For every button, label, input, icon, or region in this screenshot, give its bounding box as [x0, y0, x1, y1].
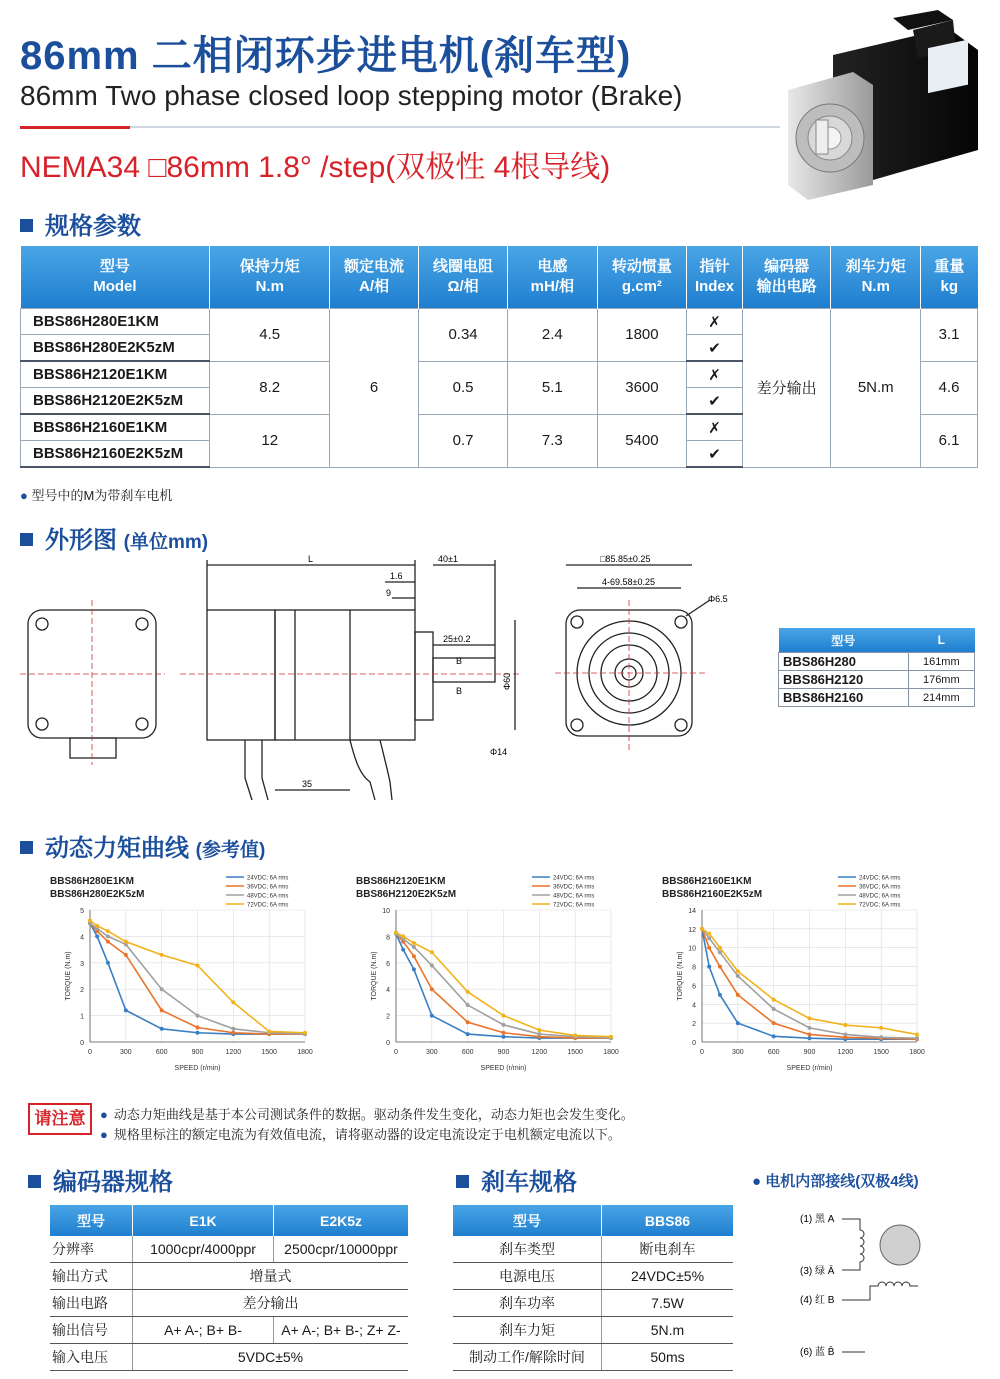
- x-tick-label: 300: [731, 1049, 744, 1056]
- x-tick-label: 300: [425, 1049, 438, 1056]
- weight-cell: 6.1: [921, 414, 978, 467]
- dim-9: 9: [386, 588, 392, 598]
- data-point: [88, 919, 92, 923]
- legend-label: 36VDC; 6A rms: [247, 884, 289, 891]
- data-point: [95, 934, 99, 938]
- y-tick-label: 10: [382, 908, 390, 915]
- data-point: [231, 1000, 235, 1004]
- data-point: [160, 1027, 164, 1031]
- encoder-section-title: 编码器规格: [28, 1162, 173, 1197]
- caution-label: 请注意: [28, 1103, 92, 1135]
- x-tick-label: 900: [803, 1049, 816, 1056]
- section-bullet: [28, 1175, 41, 1188]
- chart-title: BBS86H280E1KM: [50, 876, 134, 887]
- data-point: [160, 1008, 164, 1012]
- wiring-title: ● 电机内部接线(双极4线): [752, 1173, 919, 1190]
- y-axis-label: TORQUE (N.m): [677, 951, 684, 1001]
- dim-B: B: [456, 686, 463, 696]
- model-cell: BBS86H2120E2K5zM: [21, 388, 210, 415]
- index-cell: ✗: [687, 414, 742, 441]
- x-tick-label: 600: [767, 1049, 780, 1056]
- inertia-cell: 3600: [597, 361, 687, 414]
- data-point: [106, 934, 110, 938]
- x-tick-label: 0: [700, 1049, 704, 1056]
- y-tick-label: 6: [386, 960, 390, 968]
- data-point: [700, 927, 704, 931]
- data-point: [267, 1029, 271, 1033]
- data-point: [412, 945, 416, 949]
- current-cell: 6: [330, 309, 419, 468]
- data-point: [160, 987, 164, 991]
- data-point: [808, 1032, 812, 1036]
- y-tick-label: 6: [692, 983, 696, 991]
- table-row: [21, 309, 978, 335]
- dim-40: 40±1: [438, 554, 458, 564]
- index-cell: ✔: [687, 388, 742, 415]
- table-row: 刹车力矩 5N.m: [453, 1317, 733, 1344]
- data-point: [772, 1021, 776, 1025]
- spec-header-inertia: 转动惯量 g.cm²: [597, 246, 687, 309]
- curve-section-title: 动态力矩曲线 (参考值): [20, 828, 265, 863]
- title-divider-accent: [20, 126, 130, 129]
- y-axis-label: TORQUE (N.m): [65, 951, 72, 1001]
- data-point: [736, 1021, 740, 1025]
- title-divider: [20, 126, 780, 128]
- x-axis-label: SPEED (r/min): [786, 1065, 833, 1072]
- wire-label-b: (4) 红 B: [800, 1295, 835, 1306]
- outline-drawing: [20, 550, 760, 815]
- data-point: [401, 948, 405, 952]
- torque-cell: 4.5: [210, 309, 330, 362]
- index-cell: ✗: [687, 361, 742, 388]
- y-tick-label: 2: [80, 987, 84, 995]
- spec-header-model: 型号 Model: [21, 246, 210, 309]
- x-tick-label: 1800: [297, 1049, 313, 1056]
- encoder-output-cell: 差分输出: [742, 309, 831, 468]
- legend-label: 36VDC; 6A rms: [553, 884, 595, 891]
- brake-table: 型号 BBS86 刹车类型 断电刹车 电源电压 24VDC±5% 刹车功率 7.5W 刹车力矩 5N.m 制动工作/解除时间 50ms: [453, 1205, 733, 1371]
- data-point: [124, 1008, 128, 1012]
- section-bullet: [20, 533, 33, 546]
- table-row: BBS86H2160 214mm: [779, 689, 975, 707]
- y-tick-label: 12: [688, 926, 696, 934]
- legend-label: 48VDC; 6A rms: [247, 893, 289, 900]
- legend-label: 48VDC; 6A rms: [859, 893, 901, 900]
- x-tick-label: 1200: [531, 1049, 548, 1056]
- legend-label: 24VDC; 6A rms: [247, 875, 289, 882]
- model-note: ● 型号中的M为带刹车电机: [20, 488, 173, 503]
- chart-title: BBS86H2120E1KM: [356, 876, 446, 887]
- data-point: [808, 1026, 812, 1030]
- weight-cell: 4.6: [921, 361, 978, 414]
- inductance-cell: 2.4: [508, 309, 597, 362]
- data-point: [718, 993, 722, 997]
- y-tick-label: 8: [692, 964, 696, 972]
- y-tick-label: 5: [80, 908, 84, 915]
- y-tick-label: 2: [692, 1021, 696, 1029]
- inertia-cell: 1800: [597, 309, 687, 362]
- dim-25: 25±0.2: [443, 634, 471, 644]
- dim-square: □85.85±0.25: [600, 554, 651, 564]
- data-point: [502, 1035, 506, 1039]
- data-point: [707, 946, 711, 950]
- x-axis-label: SPEED (r/min): [480, 1065, 527, 1072]
- table-row: 输出电路 差分输出: [50, 1290, 408, 1317]
- wire-label-b-bar: (6) 蓝 B̄: [800, 1347, 835, 1358]
- y-tick-label: 0: [386, 1040, 390, 1047]
- torque-chart-3: [662, 870, 937, 1080]
- brake-section-title: 刹车规格: [456, 1162, 577, 1197]
- y-tick-label: 1: [80, 1013, 84, 1021]
- x-tick-label: 0: [88, 1049, 92, 1056]
- x-tick-label: 1200: [225, 1049, 242, 1056]
- wiring-bullet: ●: [752, 1173, 762, 1190]
- x-tick-label: 600: [461, 1049, 474, 1056]
- data-point: [124, 940, 128, 944]
- dim-shaft: Φ14: [490, 747, 508, 757]
- chart-title: BBS86H2160E1KM: [662, 876, 752, 887]
- outline-section-title: 外形图 (单位mm): [20, 520, 208, 555]
- y-tick-label: 8: [386, 934, 390, 942]
- motor-product-image: [778, 10, 983, 200]
- data-point: [430, 1014, 434, 1018]
- table-row: 刹车功率 7.5W: [453, 1290, 733, 1317]
- data-point: [502, 1023, 506, 1027]
- section-bullet: [20, 841, 33, 854]
- data-point: [430, 950, 434, 954]
- spec-header-inductance: 电感 mH/相: [508, 246, 597, 309]
- spec-header-encoder: 编码器 输出电路: [742, 246, 831, 309]
- resistance-cell: 0.34: [418, 309, 507, 362]
- data-point: [106, 940, 110, 944]
- data-point: [231, 1031, 235, 1035]
- index-cell: ✔: [687, 441, 742, 468]
- data-point: [736, 974, 740, 978]
- data-point: [466, 1020, 470, 1024]
- legend-label: 36VDC; 6A rms: [859, 884, 901, 891]
- data-point: [537, 1028, 541, 1032]
- x-tick-label: 900: [497, 1049, 510, 1056]
- data-point: [718, 946, 722, 950]
- x-tick-label: 1500: [567, 1049, 583, 1056]
- spec-header-resistance: 线圈电阻 Ω/相: [418, 246, 507, 309]
- data-point: [718, 965, 722, 969]
- model-cell: BBS86H280E2K5zM: [21, 335, 210, 362]
- model-cell: BBS86H2160E1KM: [21, 414, 210, 441]
- y-tick-label: 10: [688, 945, 696, 953]
- index-cell: ✗: [687, 309, 742, 335]
- data-point: [196, 1031, 200, 1035]
- data-point: [718, 950, 722, 954]
- data-point: [915, 1032, 919, 1036]
- data-point: [707, 936, 711, 940]
- resistance-cell: 0.7: [418, 414, 507, 467]
- data-point: [808, 1036, 812, 1040]
- length-header-model: 型号: [779, 628, 909, 653]
- data-point: [736, 969, 740, 973]
- side-view: [180, 560, 520, 800]
- inductance-cell: 7.3: [508, 414, 597, 467]
- index-cell: ✔: [687, 335, 742, 362]
- y-tick-label: 2: [386, 1013, 390, 1021]
- dim-35: 35: [302, 779, 313, 789]
- torque-chart-2: [356, 870, 631, 1080]
- data-point: [879, 1026, 883, 1030]
- x-tick-label: 300: [119, 1049, 132, 1056]
- table-row: BBS86H280 161mm: [779, 653, 975, 671]
- x-axis-label: SPEED (r/min): [174, 1065, 221, 1072]
- data-point: [430, 963, 434, 967]
- chart-title: BBS86H280E2K5zM: [50, 889, 145, 900]
- data-point: [736, 993, 740, 997]
- model-cell: BBS86H280E1KM: [21, 309, 210, 335]
- model-cell: BBS86H2120E1KM: [21, 361, 210, 388]
- dim-1-6: 1.6: [390, 571, 403, 581]
- caution-line: ● 规格里标注的额定电流为有效值电流，请将驱动器的设定电流设定于电机额定电流以下。: [100, 1127, 621, 1142]
- dim-holes: 4-69.58±0.25: [602, 577, 655, 587]
- page-title-en: 86mm Two phase closed loop stepping motor (Brake): [20, 80, 683, 111]
- y-tick-label: 14: [688, 908, 696, 915]
- data-point: [502, 1031, 506, 1035]
- data-point: [879, 1035, 883, 1039]
- y-tick-label: 4: [386, 987, 390, 995]
- data-point: [196, 963, 200, 967]
- weight-cell: 3.1: [921, 309, 978, 362]
- page-title: 86mm 二相闭环步进电机(刹车型): [20, 34, 632, 78]
- torque-chart-1: [50, 870, 325, 1080]
- table-row: 制动工作/解除时间 50ms: [453, 1344, 733, 1371]
- legend-label: 24VDC; 6A rms: [859, 875, 901, 882]
- spec-header-index: 指针 Index: [687, 246, 742, 309]
- legend-label: 24VDC; 6A rms: [553, 875, 595, 882]
- x-tick-label: 1500: [261, 1049, 277, 1056]
- x-tick-label: 1500: [873, 1049, 889, 1056]
- table-row: BBS86H2120 176mm: [779, 671, 975, 689]
- data-point: [430, 987, 434, 991]
- model-cell: BBS86H2160E2K5zM: [21, 441, 210, 468]
- data-point: [843, 1023, 847, 1027]
- y-tick-label: 0: [80, 1040, 84, 1047]
- data-point: [537, 1032, 541, 1036]
- legend-label: 72VDC; 6A rms: [859, 902, 901, 909]
- data-point: [466, 1032, 470, 1036]
- data-point: [573, 1033, 577, 1037]
- x-tick-label: 1800: [909, 1049, 925, 1056]
- table-row: 分辨率 1000cpr/4000ppr 2500cpr/10000ppr: [50, 1236, 408, 1263]
- length-header-L: L: [908, 628, 974, 653]
- spec-header-brake: 刹车力矩 N.m: [831, 246, 921, 309]
- data-point: [95, 924, 99, 928]
- torque-cell: 8.2: [210, 361, 330, 414]
- data-point: [772, 1034, 776, 1038]
- spec-header-current: 额定电流 A/相: [330, 246, 419, 309]
- data-point: [196, 1025, 200, 1029]
- resistance-cell: 0.5: [418, 361, 507, 414]
- data-point: [412, 941, 416, 945]
- data-point: [160, 953, 164, 957]
- dim-hole-dia: Φ6.5: [708, 594, 728, 604]
- y-tick-label: 3: [80, 960, 84, 968]
- length-table: [778, 628, 975, 707]
- data-point: [196, 1014, 200, 1018]
- spec-table: [20, 246, 978, 468]
- note-bullet: ●: [20, 488, 28, 503]
- dim-B: B: [456, 656, 463, 666]
- data-point: [412, 954, 416, 958]
- wire-label-a-bar: (3) 绿 Ā: [800, 1266, 835, 1277]
- x-tick-label: 1800: [603, 1049, 619, 1056]
- y-axis-label: TORQUE (N.m): [371, 951, 378, 1001]
- data-point: [707, 932, 711, 936]
- torque-cell: 12: [210, 414, 330, 467]
- wiring-diagram: [790, 1200, 980, 1370]
- nema-spec: NEMA34 □86mm 1.8° /step(双极性 4根导线): [20, 151, 611, 184]
- chart-title: BBS86H2160E2K5zM: [662, 889, 763, 900]
- y-tick-label: 4: [80, 934, 84, 942]
- dim-L: L: [308, 554, 314, 564]
- x-tick-label: 900: [191, 1049, 204, 1056]
- table-row: 输出方式 增量式: [50, 1263, 408, 1290]
- data-point: [772, 1007, 776, 1011]
- data-point: [124, 953, 128, 957]
- spec-section-title: 规格参数: [20, 206, 141, 241]
- data-point: [466, 1003, 470, 1007]
- legend-label: 72VDC; 6A rms: [553, 902, 595, 909]
- y-tick-label: 4: [692, 1002, 696, 1010]
- table-row: 刹车类型 断电刹车: [453, 1236, 733, 1263]
- data-point: [231, 1027, 235, 1031]
- table-row: 输出信号 A+ A-; B+ B- A+ A-; B+ B-; Z+ Z-: [50, 1317, 408, 1344]
- section-bullet: [456, 1175, 469, 1188]
- encoder-table: 型号 E1K E2K5z 分辨率 1000cpr/4000ppr 2500cpr/10000ppr 输出方式 增量式 输出电路 差分输出 输出信号 A+ A-; B+ B- A+ A-; B+ B-; Z+ Z- 输入电压 5VDC±5%: [50, 1205, 408, 1371]
- table-row: 电源电压 24VDC±5%: [453, 1263, 733, 1290]
- spec-header-torque: 保持力矩 N.m: [210, 246, 330, 309]
- data-point: [401, 934, 405, 938]
- data-point: [106, 929, 110, 933]
- y-tick-label: 0: [692, 1040, 696, 1047]
- data-point: [106, 961, 110, 965]
- legend-label: 72VDC; 6A rms: [247, 902, 289, 909]
- data-point: [808, 1016, 812, 1020]
- data-point: [843, 1032, 847, 1036]
- front-view: [555, 565, 710, 750]
- inductance-cell: 5.1: [508, 361, 597, 414]
- data-point: [707, 965, 711, 969]
- data-point: [502, 1014, 506, 1018]
- section-bullet: [20, 219, 33, 232]
- rear-view: [20, 600, 165, 765]
- caution-line: ● 动态力矩曲线是基于本公司测试条件的数据。驱动条件发生变化，动态力矩也会发生变化。: [100, 1107, 634, 1122]
- brake-torque-cell: 5N.m: [831, 309, 921, 468]
- chart-title: BBS86H2120E2K5zM: [356, 889, 457, 900]
- dim-pilot: Φ60: [502, 672, 512, 690]
- legend-label: 48VDC; 6A rms: [553, 893, 595, 900]
- data-point: [772, 998, 776, 1002]
- wire-label-a: (1) 黑 A: [800, 1214, 835, 1225]
- data-point: [394, 930, 398, 934]
- data-point: [412, 967, 416, 971]
- x-tick-label: 600: [155, 1049, 168, 1056]
- data-point: [466, 990, 470, 994]
- data-point: [609, 1035, 613, 1039]
- inertia-cell: 5400: [597, 414, 687, 467]
- data-point: [303, 1031, 307, 1035]
- data-point: [915, 1036, 919, 1040]
- spec-header-weight: 重量 kg: [921, 246, 978, 309]
- x-tick-label: 0: [394, 1049, 398, 1056]
- table-row: 输入电压 5VDC±5%: [50, 1344, 408, 1371]
- x-tick-label: 1200: [837, 1049, 854, 1056]
